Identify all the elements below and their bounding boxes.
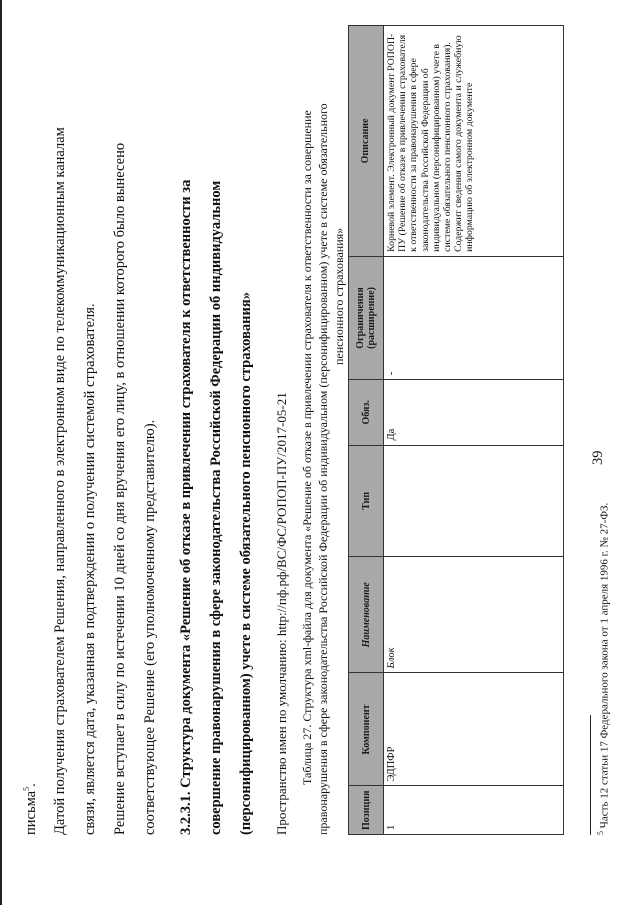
section-heading: (персонифицированном) учете в системе обязательного пенсионного страхования»	[238, 292, 254, 835]
header-name: Наименование	[349, 557, 384, 673]
page-number: 39	[590, 450, 606, 465]
table-header-row	[349, 26, 384, 835]
paragraph-line: соответствующее Решение (его уполномоченному представителю).	[142, 419, 158, 835]
structure-table	[348, 25, 564, 835]
paragraph-text: .	[22, 783, 39, 787]
table-caption: Таблица 27. Структура xml-файла для документа «Решение об отказе в привлечении страхователя к ответственности за совершение	[300, 110, 314, 785]
header-position: Позиция	[349, 786, 384, 835]
table-caption: пенсионного страхования»	[332, 227, 346, 365]
paragraph-line: Решение вступает в силу по истечении 10 дней со дня вручения его лицу, в отношении которого было вынесено	[112, 142, 128, 835]
cell-position: 1	[384, 786, 564, 835]
namespace-line: Пространство имен по умолчанию: http://пф.рф/ВС/ФС/РОПОП-ПУ/2017-05-21	[274, 392, 289, 835]
header-limits: Ограничения (расширение)	[349, 256, 384, 379]
footnote-ref: 5	[22, 786, 31, 791]
header-type: Тип	[349, 445, 384, 557]
cell-description: Корневой элемент. Электронный документ РОПОП-ПУ (Решение об отказе в привлечении страхователя к ответственности за правонарушения в сфере законодательства Российской Федерации об индивидуальном (персонифицированном) учете в системе обязательного пенсионного страхования). Содержит сведения самого документа и служебную информацию об электронном документе	[384, 26, 564, 257]
table-caption: правонарушения в сфере законодательства Российской Федерации об индивидуальном (персонифицированном) учете в системе обязательного	[316, 103, 330, 835]
footnote-divider	[590, 715, 591, 835]
paragraph-line	[22, 783, 40, 835]
cell-limits: -	[384, 256, 564, 379]
section-heading: 3.2.3.1. Структура документа «Решение об отказе в привлечении страхователя к ответственности за	[178, 179, 194, 835]
footnote-text: Часть 12 статьи 17 Федерального закона от 1 апреля 1996 г. № 27-ФЗ.	[598, 502, 611, 831]
footnote	[596, 503, 611, 835]
header-component: Компонент	[349, 673, 384, 786]
cell-type	[384, 445, 564, 557]
section-heading: совершение правонарушения в сфере законодательства Российской Федерации об индивидуальном	[208, 180, 224, 835]
paragraph-text: письма	[22, 790, 39, 835]
header-required: Обяз.	[349, 380, 384, 445]
paragraph-line: связи, является дата, указанная в подтверждении о получении системой страхователя.	[82, 303, 98, 835]
paragraph-line: Датой получения страхователем Решения, направленного в электронном виде по телекоммуникационным каналам	[52, 127, 68, 835]
table-row	[384, 26, 564, 835]
cell-required: Да	[384, 380, 564, 445]
cell-component: ЭДПФР	[384, 673, 564, 786]
cell-name: Блок	[384, 557, 564, 673]
header-description: Описание	[349, 26, 384, 257]
footnote-mark: 5	[596, 831, 605, 835]
